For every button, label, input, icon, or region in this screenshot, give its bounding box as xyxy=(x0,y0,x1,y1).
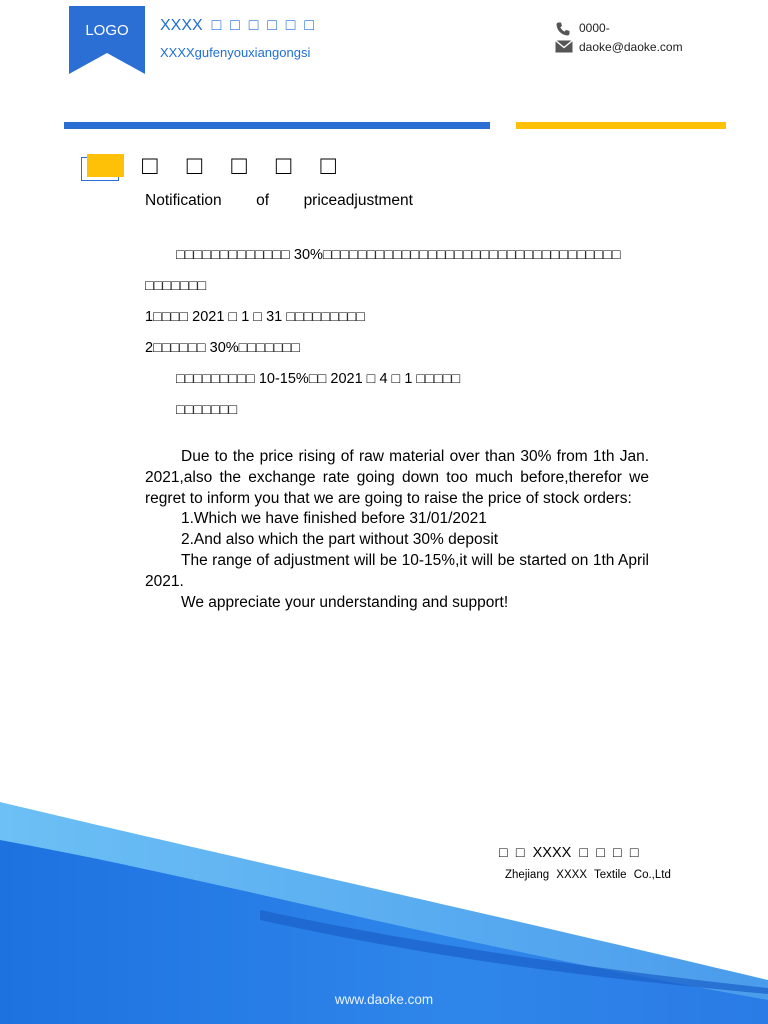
body-cn-line: 2□□□□□□ 30%□□□□□□□ xyxy=(145,340,300,356)
body-en xyxy=(145,447,649,613)
footer-website[interactable]: www.daoke.com xyxy=(334,992,434,1007)
title-en-word: of xyxy=(256,192,270,209)
contact-phone xyxy=(555,21,610,35)
footer-wave-graphic xyxy=(0,790,768,1024)
logo-label: LOGO xyxy=(85,22,129,39)
title-en-word: priceadjustment xyxy=(303,192,413,209)
signature-company-en: Zhejiang XXXX Textile Co.,Ltd xyxy=(505,869,671,881)
header-divider-yellow xyxy=(516,122,726,129)
title-marker-fill xyxy=(87,154,124,177)
phone-icon xyxy=(555,21,573,35)
title-en-word: Notification xyxy=(145,192,222,209)
body-cn xyxy=(145,240,650,426)
phone-number: 0000- xyxy=(579,21,610,35)
body-en-paragraph: We appreciate your understanding and support! xyxy=(181,593,509,611)
company-name-cn: XXXX □ □ □ □ □ □ xyxy=(160,17,315,34)
body-en-paragraph: Due to the price rising of raw material over than 30% from 1th Jan. 2021,also the exchange rate going down too much before,therefor we regret to inform you that we are going to raise the price of stock orders: xyxy=(145,448,649,507)
body-en-list-item: 2.And also which the part without 30% deposit xyxy=(181,531,499,549)
body-cn-line: □□□□□□□□□□□□□ 30%□□□□□□□□□□□□□□□□□□□□□□□□□□□□□□□□□□ xyxy=(176,247,621,263)
company-name-pinyin: XXXXgufenyouxiangongsi xyxy=(160,45,311,60)
header-divider-blue xyxy=(64,122,490,129)
body-en-paragraph: The range of adjustment will be 10-15%,it will be started on 1th April 2021. xyxy=(145,551,649,590)
body-cn-line: □□□□□□□ xyxy=(176,402,238,418)
title-en xyxy=(145,192,413,210)
title-cn: □ □ □ □ □ xyxy=(142,150,337,180)
signature-company-cn: □ □ XXXX □ □ □ □ xyxy=(499,845,639,861)
logo-badge xyxy=(69,6,145,74)
logo-ribbon-icon xyxy=(69,6,145,74)
envelope-icon xyxy=(555,40,573,54)
body-cn-line: □□□□□□□ xyxy=(145,278,207,294)
body-cn-line: □□□□□□□□□ 10-15%□□ 2021 □ 4 □ 1 □□□□□ xyxy=(176,371,461,387)
body-en-list-item: 1.Which we have finished before 31/01/2021 xyxy=(181,510,487,528)
body-cn-line: 1□□□□ 2021 □ 1 □ 31 □□□□□□□□□ xyxy=(145,309,366,325)
contact-email xyxy=(555,40,683,54)
email-address: daoke@daoke.com xyxy=(579,40,683,54)
